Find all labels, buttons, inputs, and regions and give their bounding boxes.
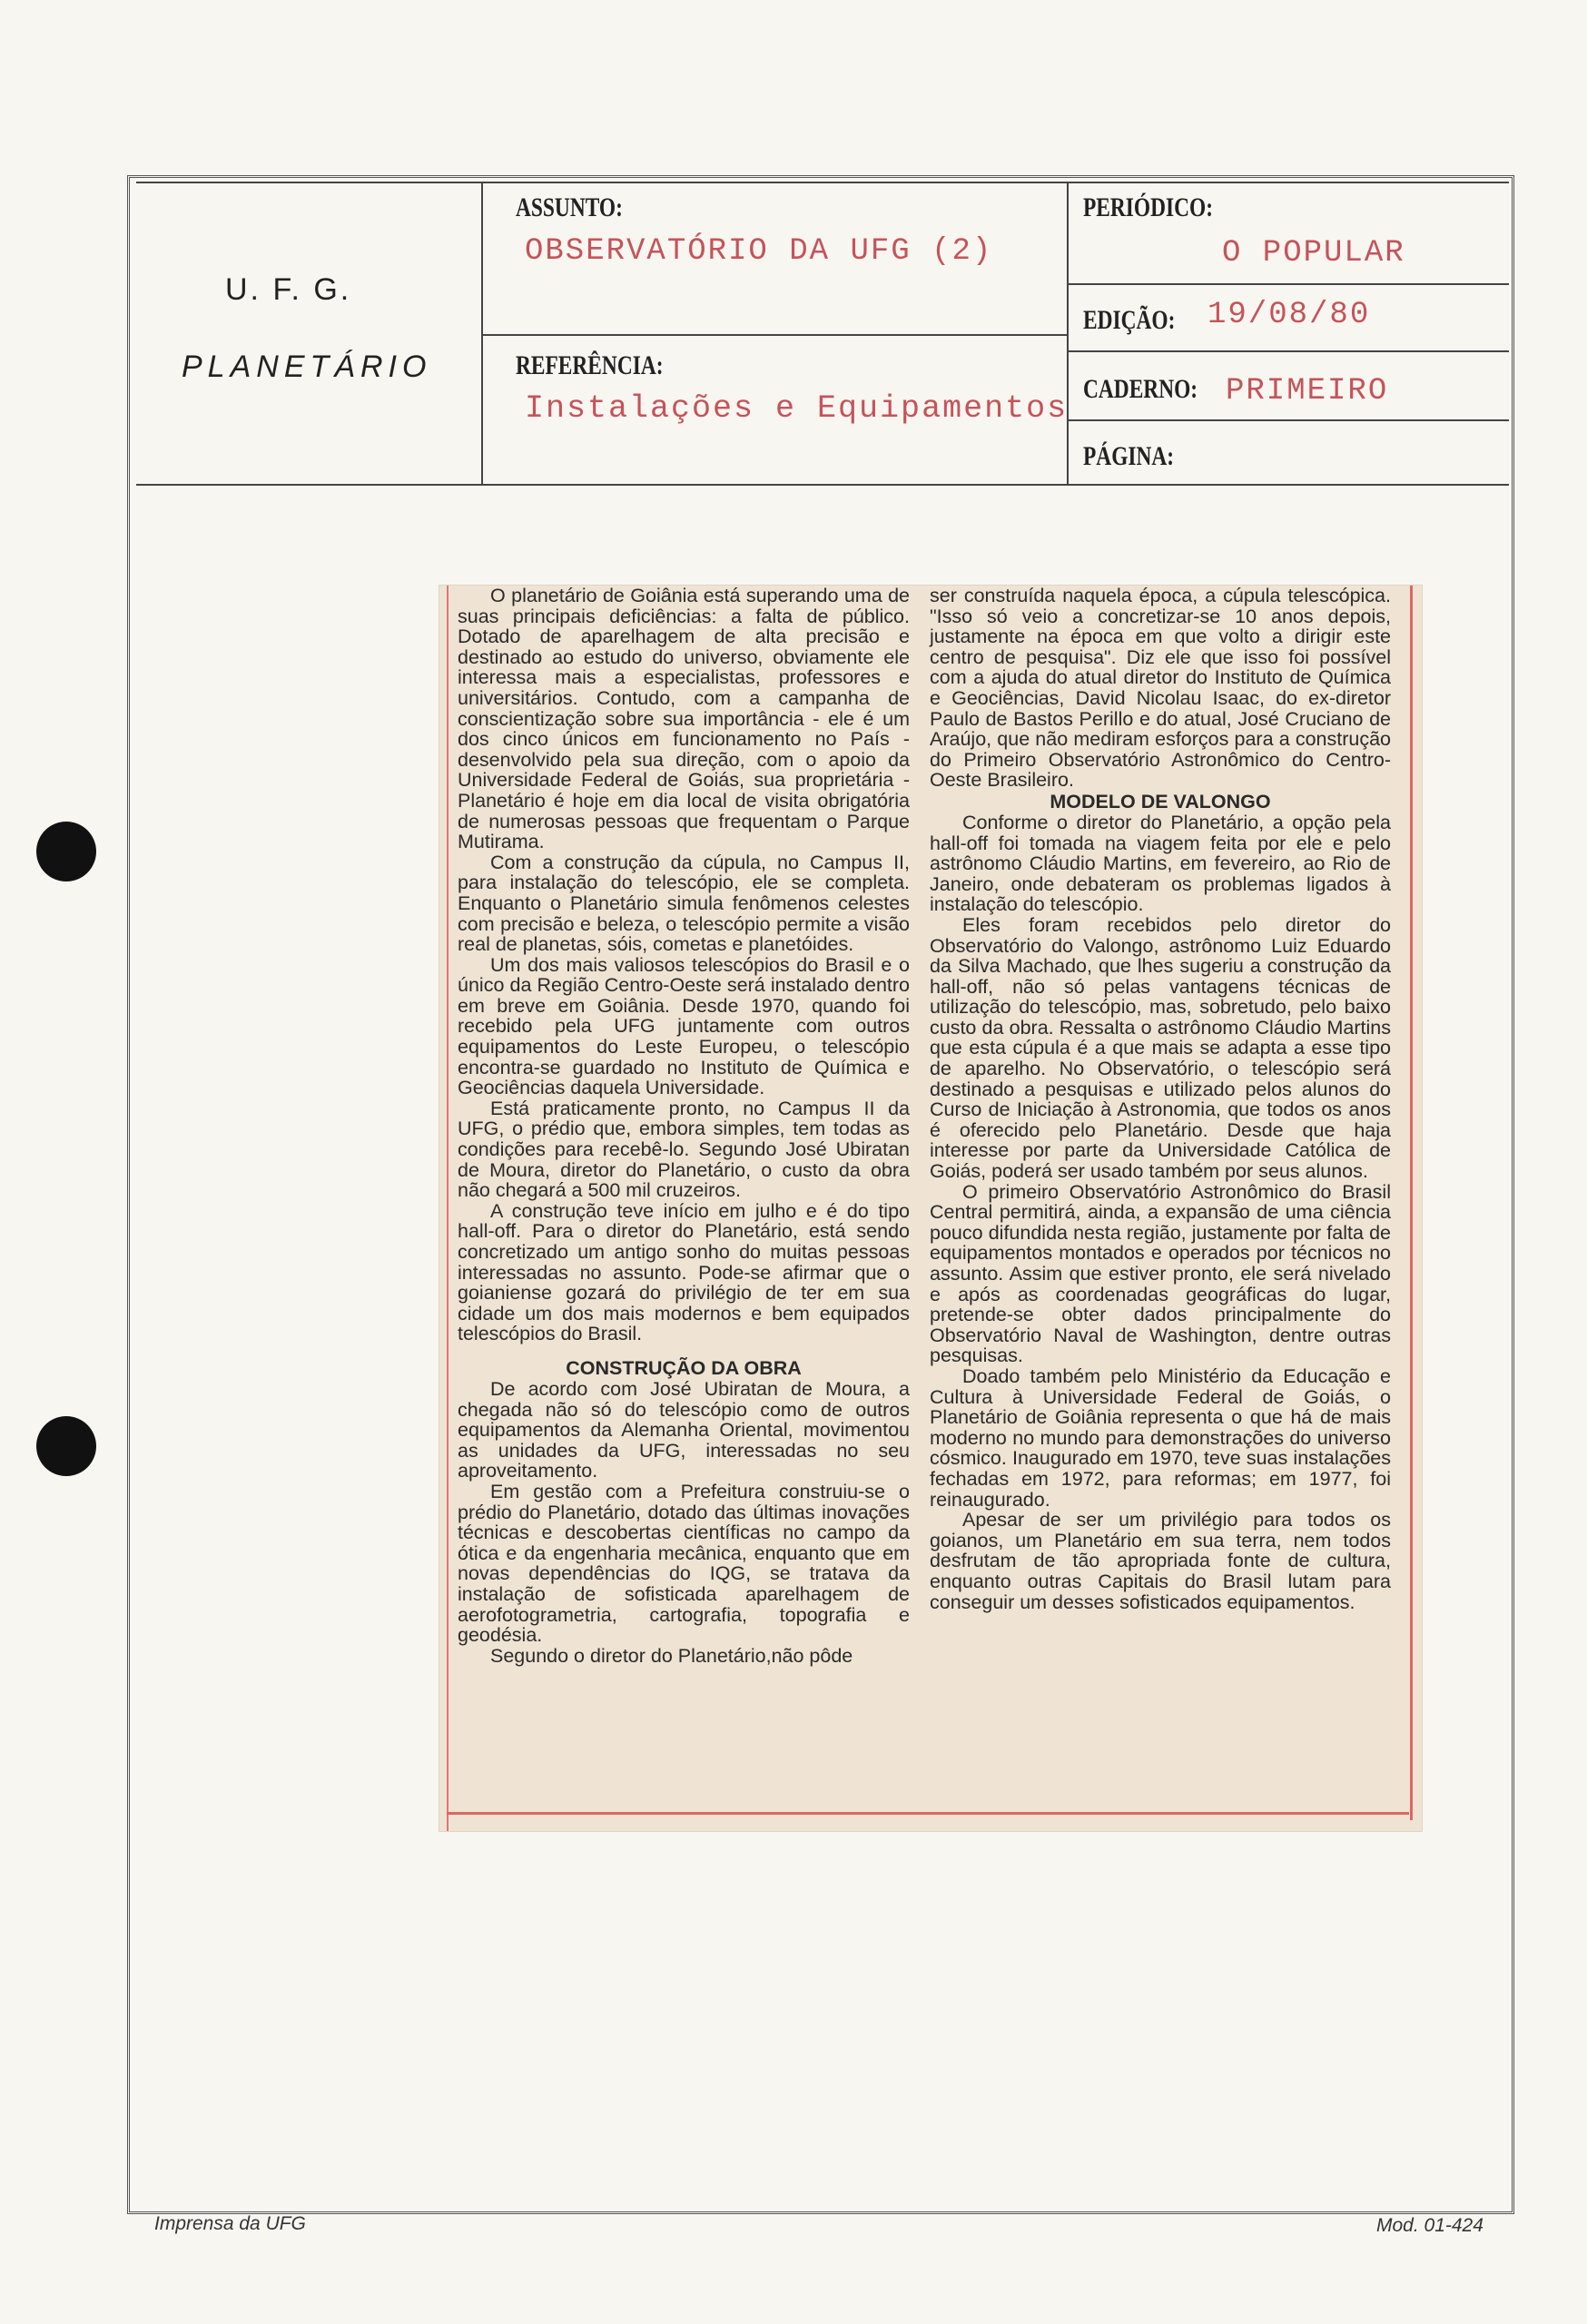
article-paragraph: A construção teve início em julho e é do tipo hall-off. Para o diretor do Planetário, está sendo concretizado um antigo sonho do muitas pessoas interessadas no assunto. Pode-se afirmar que o goianiense gozará do privilégio de ter em sua cidade um dos mais modernos e bem equipados telescópios do Brasil. (458, 1199, 910, 1345)
footer-publisher: Imprensa da UFG (154, 2213, 306, 2234)
article-column-1 (458, 586, 910, 1666)
caderno-label: CADERNO: (1083, 374, 1198, 404)
clip-red-edge-bottom (447, 1812, 1409, 1815)
periodico-divider (1067, 283, 1509, 285)
section-heading-construcao: CONSTRUÇÃO DA OBRA (566, 1356, 802, 1379)
edicao-value: 19/08/80 (1208, 298, 1371, 332)
article-paragraph: Está praticamente pronto, no Campus II da UFG, o prédio que, embora simples, tem todas as condições para recebê-lo. Segundo José Ubiratan de Moura, diretor do Planetário, o custo da obra não chegará a 500 mil cruzeiros. (458, 1097, 910, 1202)
caderno-value: PRIMEIRO (1226, 374, 1389, 409)
assunto-label: ASSUNTO: (516, 192, 623, 222)
periodico-label: PERIÓDICO: (1083, 192, 1214, 222)
header-bottom-line (136, 484, 1509, 486)
article-paragraph: Em gestão com a Prefeitura construiu-se o prédio do Planetário, dotado das últimas inovações técnicas e descobertas científicas no campo da ótica e da engenharia mecânica, enquanto que em novas dependências do IQG, se tratava da instalação de sofisticada aparelhagem de aerofotogrametria, cartografia, topografia e geodésia. (458, 1480, 910, 1647)
header-top-line (136, 182, 1509, 183)
clip-red-edge-left (447, 586, 448, 1831)
institution-label: U. F. G. (225, 272, 352, 307)
pagina-label: PÁGINA: (1083, 441, 1175, 471)
footer-form-code: Mod. 01-424 (1376, 2215, 1484, 2236)
referencia-label: REFERÊNCIA: (516, 350, 664, 380)
article-paragraph: De acordo com José Ubiratan de Moura, a chegada não só do telescópio como de outros equipamentos da Alemanha Oriental, movimentou as unidades da UFG, interessadas no seu aproveitamento. (458, 1377, 910, 1482)
department-label: PLANETÁRIO (182, 350, 432, 384)
article-paragraph: Com a construção da cúpula, no Campus II, para instalação do telescópio, ele se completa. Enquanto o Planetário simula fenômenos celestes com precisão e beleza, o telescópio permite a visão real de planetas, sóis, cometas e planetóides. (458, 851, 910, 956)
article-paragraph: Conforme o diretor do Planetário, a opção pela hall-off foi tomada na viagem feita por ele e pelo astrônomo Cláudio Martins, em fevereiro, ao Rio de Janeiro, onde debateram os problemas ligados à instalação do telescópio. (930, 811, 1391, 916)
edicao-divider (1067, 350, 1509, 352)
article-paragraph: O primeiro Observatório Astronômico do Brasil Central permitirá, ainda, a expansão de uma ciência pouco difundida nesta região, justamente por falta de equipamentos montados e operados por técnicos no assunto. Assim que estiver pronto, ele será nivelado e após as coordenadas geográficas do lugar, pretende-se obter dados principalmente do Observatório Naval de Washington, dentre outras pesquisas. (930, 1180, 1391, 1367)
newspaper-clipping (439, 586, 1422, 1831)
article-column-2 (930, 586, 1391, 1612)
article-paragraph: O planetário de Goiânia está superando uma de suas principais deficiências: a falta de público. Dotado de aparelhagem de alta precisão e destinado ao estudo do universo, obviamente ele interessa mais a especialistas, professores e universitários. Contudo, com a campanha de conscientização sobre sua importância - ele é um dos cinco únicos em funcionamento no País - desenvolvido pela sua direção, com o apoio da Universidade Federal de Goiás, sua proprietária - Planetário é hoje em dia local de visita obrigatória de numerosas pessoas que frequentam o Parque Mutirama. (458, 585, 910, 853)
caderno-divider (1067, 419, 1509, 421)
referencia-value: Instalações e Equipamentos (525, 390, 1069, 427)
assunto-value: OBSERVATÓRIO DA UFG (2) (525, 234, 993, 269)
assunto-divider (481, 334, 1067, 336)
article-paragraph: ser construída naquela época, a cúpula telescópica. "Isso só veio a concretizar-se 10 anos depois, justamente na época em que volto a dirigir este centro de pesquisa". Diz ele que isso foi possível com a ajuda do atual diretor do Instituto de Química e Geociências, David Nicolau Isaac, do ex-diretor Paulo de Bastos Perillo e do atual, José Cruciano de Araújo, que não mediram esforços para a construção do Primeiro Observatório Astronômico do Centro-Oeste Brasileiro. (930, 585, 1391, 792)
section-heading-valongo: MODELO DE VALONGO (1050, 790, 1271, 812)
article-paragraph: Apesar de ser um privilégio para todos os goianos, um Planetário em sua terra, nem todos desfrutam de tão apropriada fonte de cultura, enquanto outras Capitais do Brasil lutam para conseguir um desses sofisticados equipamentos. (930, 1509, 1391, 1613)
article-paragraph: Eles foram recebidos pelo diretor do Observatório do Valongo, astrônomo Luiz Eduardo da Silva Machado, que lhes sugeriu a construção da hall-off, não só pelas vantagens técnicas de utilização do telescópio, mas, sobretudo, pelo baixo custo da obra. Ressalta o astrônomo Cláudio Martins que esta cúpula é a que mais se adapta a esse tipo de aparelho. No Observatório, o telescópio será destinado a pesquisas e utilizado pelos alunos do Curso de Iniciação à Astronomia, que todos os anos é oferecido pelo Planetário. Desde que haja interesse por parte da Universidade Católica de Goiás, poderá ser usado também por seus alunos. (930, 913, 1391, 1183)
article-paragraph: Segundo o diretor do Planetário,não pôde (490, 1644, 853, 1667)
binder-hole-bottom (36, 1416, 96, 1476)
article-paragraph: Um dos mais valiosos telescópios do Brasil e o único da Região Centro-Oeste será instalado dentro em breve em Goiânia. Desde 1970, quando foi recebido pela UFG juntamente com outros equipamentos do Leste Europeu, o telescópio encontra-se guardado no Instituto de Química e Geociências daquela Universidade. (458, 953, 910, 1099)
periodico-value: O POPULAR (1222, 236, 1405, 271)
header-divider-2 (1067, 182, 1069, 486)
binder-hole-top (36, 822, 96, 881)
edicao-label: EDIÇÃO: (1083, 305, 1176, 335)
article-paragraph: Doado também pelo Ministério da Educação e Cultura à Universidade Federal de Goiás, o Planetário de Goiânia representa o que há de mais moderno no mundo para demonstrações do universo cósmico. Inaugurado em 1970, teve suas instalações fechadas em 1972, para reformas; em 1977, foi reinaugurado. (930, 1364, 1391, 1511)
clip-red-edge-right (1410, 586, 1413, 1820)
